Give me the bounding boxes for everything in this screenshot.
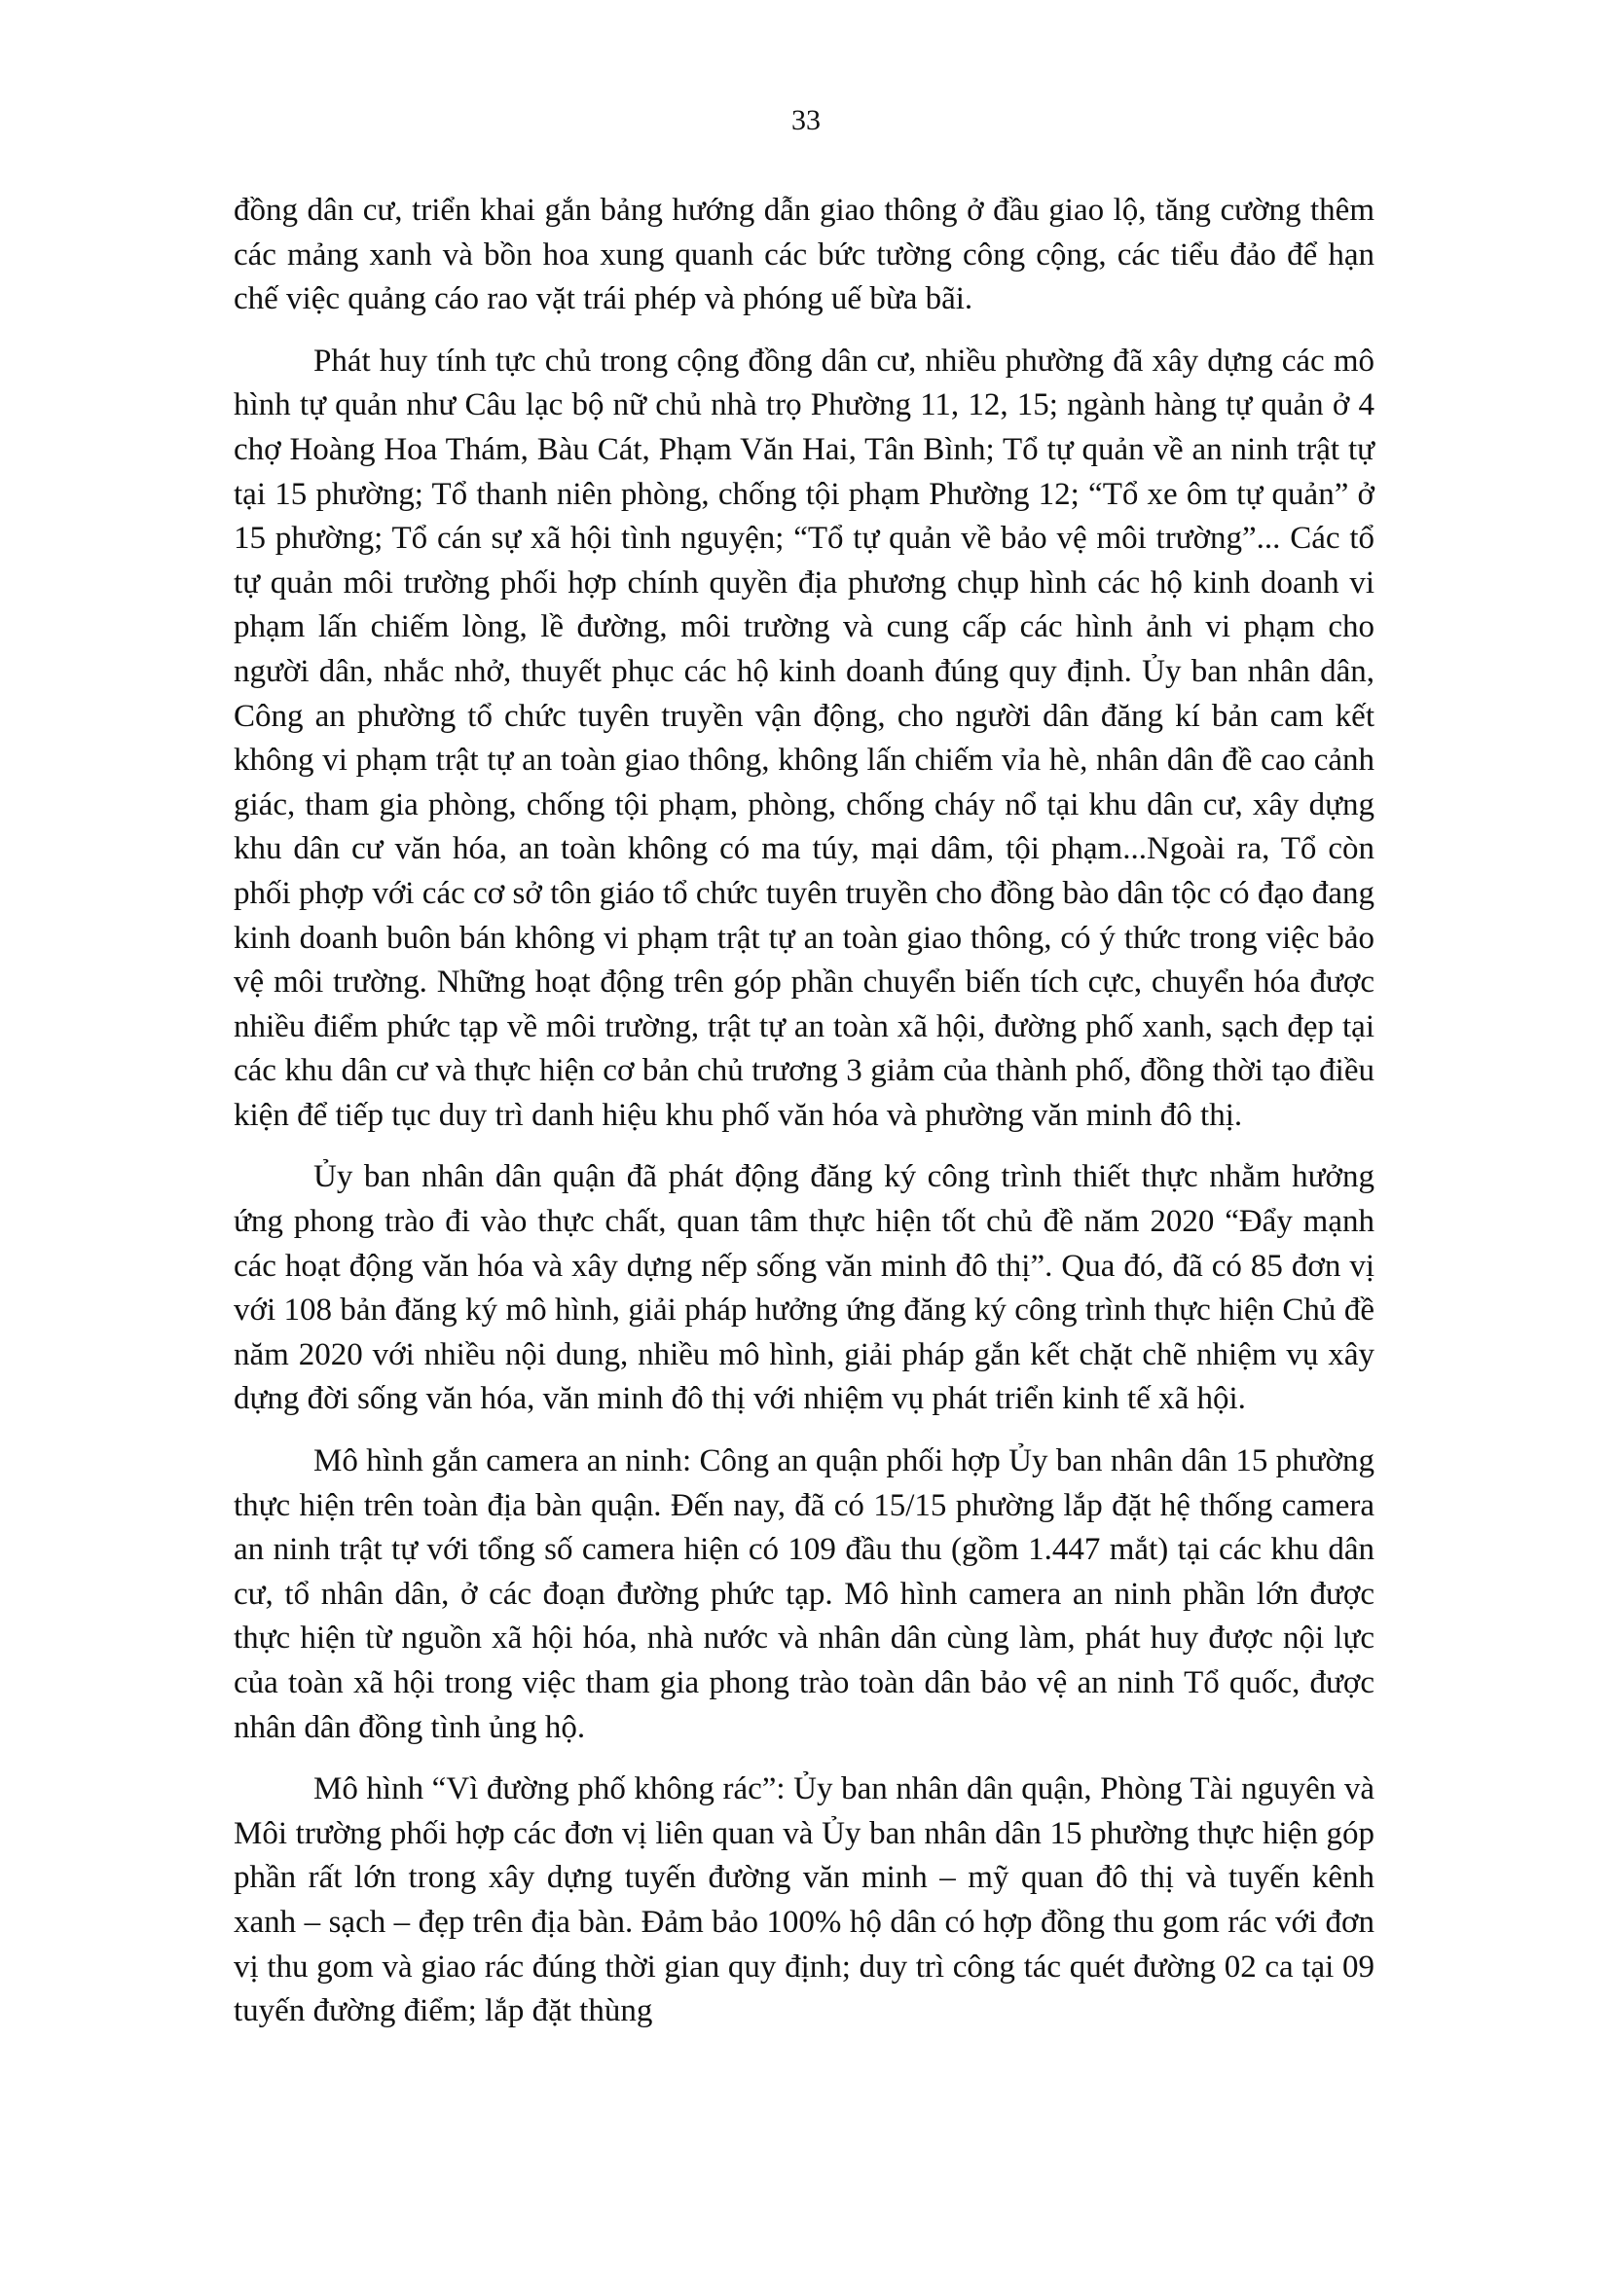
page-number: 33 [791,104,821,136]
paragraph-self-management-models: Phát huy tính tực chủ trong cộng đồng dân cư, nhiều phường đã xây dựng các mô hình tự quản như Câu lạc bộ nữ chủ nhà trọ Phường 11, 12, 15; ngành hàng tự quản ở 4 chợ Hoàng Hoa Thám, Bàu Cát, Phạm Văn Hai, Tân Bình; Tổ tự quản về an ninh trật tự tại 15 phường; Tổ thanh niên phòng, chống tội phạm Phường 12; “Tổ xe ôm tự quản” ở 15 phường; Tổ cán sự xã hội tình nguyện; “Tổ tự quản về bảo vệ môi trường”... Các tổ tự quản môi trường phối hợp chính quyền địa phương chụp hình các hộ kinh doanh vi phạm lấn chiếm lòng, lề đường, môi trường và cung cấp các hình ảnh vi phạm cho người dân, nhắc nhở, thuyết phục các hộ kinh doanh đúng quy định. Ủy ban nhân dân, Công an phường tổ chức tuyên truyền vận động, cho người dân đăng kí bản cam kết không vi phạm trật tự an toàn giao thông, không lấn chiếm vỉa hè, nhân dân đề cao cảnh giác, tham gia phòng, chống tội phạm, phòng, chống cháy nổ tại khu dân cư, xây dựng khu dân cư văn hóa, an toàn không có ma túy, mại dâm, tội phạm...Ngoài ra, Tổ còn phối phợp với các cơ sở tôn giáo tổ chức tuyên truyền cho đồng bào dân tộc có đạo đang kinh doanh buôn bán không vi phạm trật tự an toàn giao thông, có ý thức trong việc bảo vệ môi trường. Những hoạt động trên góp phần chuyển biến tích cực, chuyển hóa được nhiều điểm phức tạp về môi trường, trật tự an toàn xã hội, đường phố xanh, sạch đẹp tại các khu dân cư và thực hiện cơ bản chủ trương 3 giảm của thành phố, đồng thời tạo điều kiện để tiếp tục duy trì danh hiệu khu phố văn hóa và phường văn minh đô thị. [234,343,1374,1133]
paragraph-continued: đồng dân cư, triển khai gắn bảng hướng dẫn giao thông ở đầu giao lộ, tăng cường thêm các mảng xanh và bồn hoa xung quanh các bức tường công cộng, các tiểu đảo để hạn chế việc quảng cáo rao vặt trái phép và phóng uế bừa bãi. [234,193,1374,317]
paragraph-litter-free-streets-model: Mô hình “Vì đường phố không rác”: Ủy ban nhân dân quận, Phòng Tài nguyên và Môi trường phối hợp các đơn vị liên quan và Ủy ban nhân dân 15 phường thực hiện góp phần rất lớn trong xây dựng tuyến đường văn minh – mỹ quan đô thị và tuyến kênh xanh – sạch – đẹp trên địa bàn. Đảm bảo 100% hộ dân có hợp đồng thu gom rác với đơn vị thu gom và giao rác đúng thời gian quy định; duy trì công tác quét đường 02 ca tại 09 tuyến đường điểm; lắp đặt thùng [234,1771,1374,2029]
paragraph-security-camera-model: Mô hình gắn camera an ninh: Công an quận phối hợp Ủy ban nhân dân 15 phường thực hiện trên toàn địa bàn quận. Đến nay, đã có 15/15 phường lắp đặt hệ thống camera an ninh trật tự với tổng số camera hiện có 109 đầu thu (gồm 1.447 mắt) tại các khu dân cư, tổ nhân dân, ở các đoạn đường phức tạp. Mô hình camera an ninh phần lớn được thực hiện từ nguồn xã hội hóa, nhà nước và nhân dân cùng làm, phát huy được nội lực của toàn xã hội trong việc tham gia phong trào toàn dân bảo vệ an ninh Tổ quốc, được nhân dân đồng tình ủng hộ. [234,1443,1374,1745]
document-body [234,189,1374,2052]
paragraph-2020-theme-registration: Ủy ban nhân dân quận đã phát động đăng ký công trình thiết thực nhằm hưởng ứng phong trào đi vào thực chất, quan tâm thực hiện tốt chủ đề năm 2020 “Đẩy mạnh các hoạt động văn hóa và xây dựng nếp sống văn minh đô thị”. Qua đó, đã có 85 đơn vị với 108 bản đăng ký mô hình, giải pháp hưởng ứng đăng ký công trình thực hiện Chủ đề năm 2020 với nhiều nội dung, nhiều mô hình, giải pháp gắn kết chặt chẽ nhiệm vụ xây dựng đời sống văn hóa, văn minh đô thị với nhiệm vụ phát triển kinh tế xã hội. [234,1159,1374,1417]
